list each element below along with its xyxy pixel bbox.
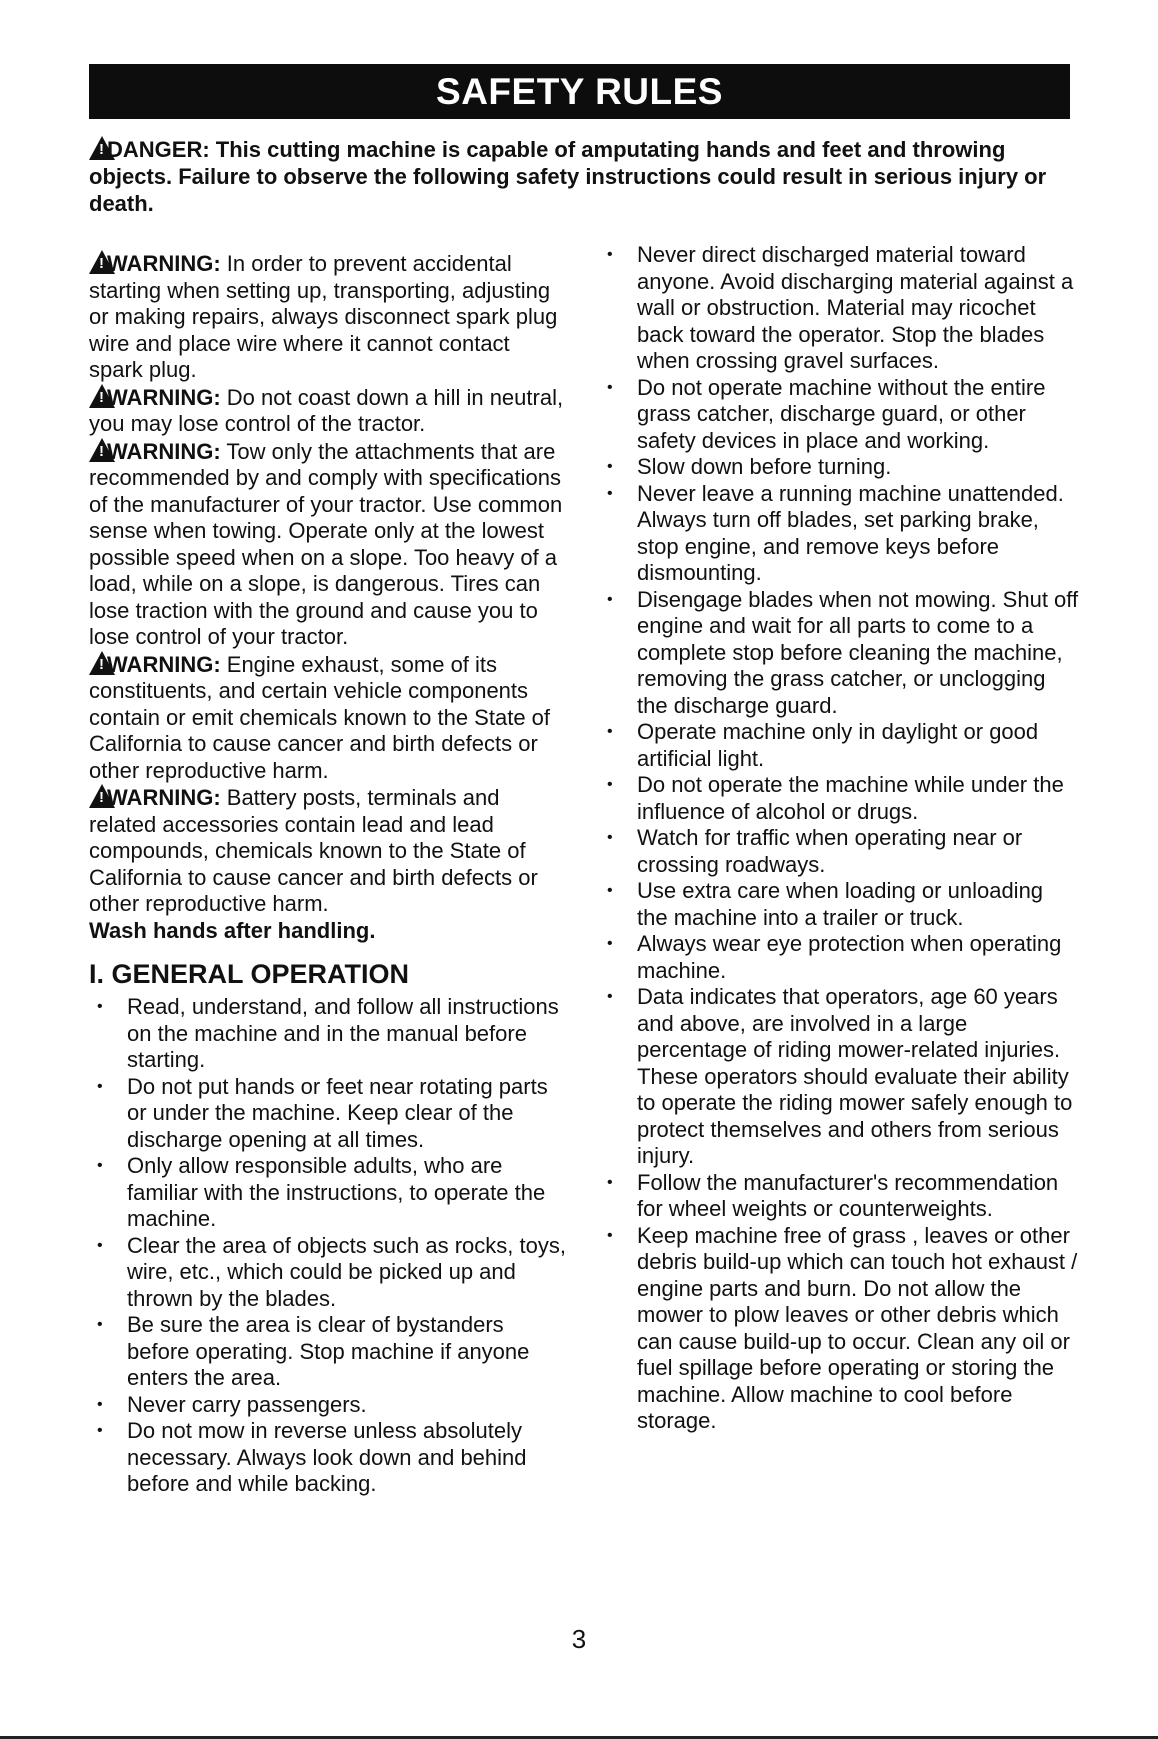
list-item: • Data indicates that operators, age 60 years and above, are involved in a large percentage of riding mower-related injuries. These operators should evaluate their ability to operate the riding mower safely enough to protect themselves and others from serious injury. [599, 984, 1079, 1170]
warning-paragraph [89, 250, 569, 384]
list-item: • Do not put hands or feet near rotating parts or under the machine. Keep clear of the discharge opening at all times. [89, 1074, 569, 1154]
warning-paragraph [89, 651, 569, 785]
warning-text: Do not coast down a hill in neutral, you may lose control of the tractor. [89, 384, 564, 436]
warning-triangle-icon [89, 784, 115, 808]
warning-text: Tow only the attachments that are recommended by and comply with specifications of the manufacturer of your tractor. Use common sense when towing. Operate only at the lowest possible speed when on a slope. Too heavy of a load, while on a slope, is dangerous. Tires can lose traction with the ground and cause you to lose control of your tractor. [89, 438, 563, 649]
list-item: • Never carry passengers. [89, 1392, 569, 1419]
list-item: • Only allow responsible adults, who are familiar with the instructions, to operate the machine. [89, 1153, 569, 1233]
section-heading: I. GENERAL OPERATION [89, 959, 410, 989]
page-number: 3 [571, 1624, 587, 1654]
right-column [599, 242, 1079, 1435]
warning-label: WARNING: [107, 438, 221, 464]
left-bullet-list [89, 994, 569, 1498]
list-item: • Always wear eye protection when operating machine. [599, 931, 1079, 984]
warning-paragraph [89, 438, 569, 651]
list-item: • Be sure the area is clear of bystanders before operating. Stop machine if anyone enters the area. [89, 1312, 569, 1392]
left-column [89, 250, 569, 1498]
warning-triangle-icon [89, 651, 115, 675]
danger-notice [89, 136, 1079, 217]
warning-label: WARNING: [107, 384, 221, 410]
list-item: • Operate machine only in daylight or good artificial light. [599, 719, 1079, 772]
warning-text: In order to prevent accidental starting when setting up, transporting, adjusting or making repairs, always disconnect spark plug wire and place wire where it cannot contact spark plug. [89, 251, 558, 382]
list-item: • Follow the manufacturer's recommendation for wheel weights or counterweights. [599, 1170, 1079, 1223]
warning-label: WARNING: [107, 651, 221, 677]
danger-text: This cutting machine is capable of amputating hands and feet and throwing objects. Failure to observe the following safety instructions could result in serious injury or death. [89, 137, 1047, 216]
warning-triangle-icon [89, 438, 115, 462]
right-bullet-list [599, 242, 1079, 1435]
list-item: • Clear the area of objects such as rocks, toys, wire, etc., which could be picked up and thrown by the blades. [89, 1233, 569, 1313]
warning-label: WARNING: [107, 251, 221, 276]
list-item: • Never direct discharged material toward anyone. Avoid discharging material against a wall or obstruction. Material may ricochet back toward the operator. Stop the blades when crossing gravel surfaces. [599, 242, 1079, 375]
warning-paragraph [89, 784, 569, 918]
list-item: • Slow down before turning. [599, 454, 1079, 481]
list-item: • Read, understand, and follow all instructions on the machine and in the manual before starting. [89, 994, 569, 1074]
list-item: • Do not operate machine without the entire grass catcher, discharge guard, or other safety devices in place and working. [599, 375, 1079, 455]
list-item: • Watch for traffic when operating near or crossing roadways. [599, 825, 1079, 878]
list-item: • Disengage blades when not mowing. Shut off engine and wait for all parts to come to a complete stop before cleaning the machine, removing the grass catcher, or unclogging the discharge guard. [599, 587, 1079, 720]
list-item: • Use extra care when loading or unloading the machine into a trailer or truck. [599, 878, 1079, 931]
list-item: • Do not operate the machine while under the influence of alcohol or drugs. [599, 772, 1079, 825]
list-item: • Do not mow in reverse unless absolutely necessary. Always look down and behind before and while backing. [89, 1418, 569, 1498]
warning-triangle-icon [89, 384, 115, 408]
danger-label: DANGER: [107, 137, 210, 162]
warning-triangle-icon [89, 136, 115, 160]
list-item: • Never leave a running machine unattended. Always turn off blades, set parking brake, stop engine, and remove keys before dismounting. [599, 481, 1079, 587]
list-item: • Keep machine free of grass , leaves or other debris build-up which can touch hot exhaust / engine parts and burn. Do not allow the mower to plow leaves or other debris which can cause build-up to occur. Clean any oil or fuel spillage before operating or storing the machine. Allow machine to cool before storage. [599, 1223, 1079, 1435]
warning-paragraph [89, 384, 569, 438]
warning-text: Engine exhaust, some of its constituents, and certain vehicle components contain or emit chemicals known to the State of California to cause cancer and birth defects or other reproductive harm. [89, 651, 551, 783]
warning-text: Battery posts, terminals and related accessories contain lead and lead compounds, chemicals known to the State of California to cause cancer and birth defects or other reproductive harm. [89, 785, 538, 916]
warning-label: WARNING: [107, 785, 221, 810]
wash-hands-note: Wash hands after handling. [89, 917, 376, 943]
warning-triangle-icon [89, 250, 115, 274]
page-title: SAFETY RULES [89, 64, 1070, 119]
